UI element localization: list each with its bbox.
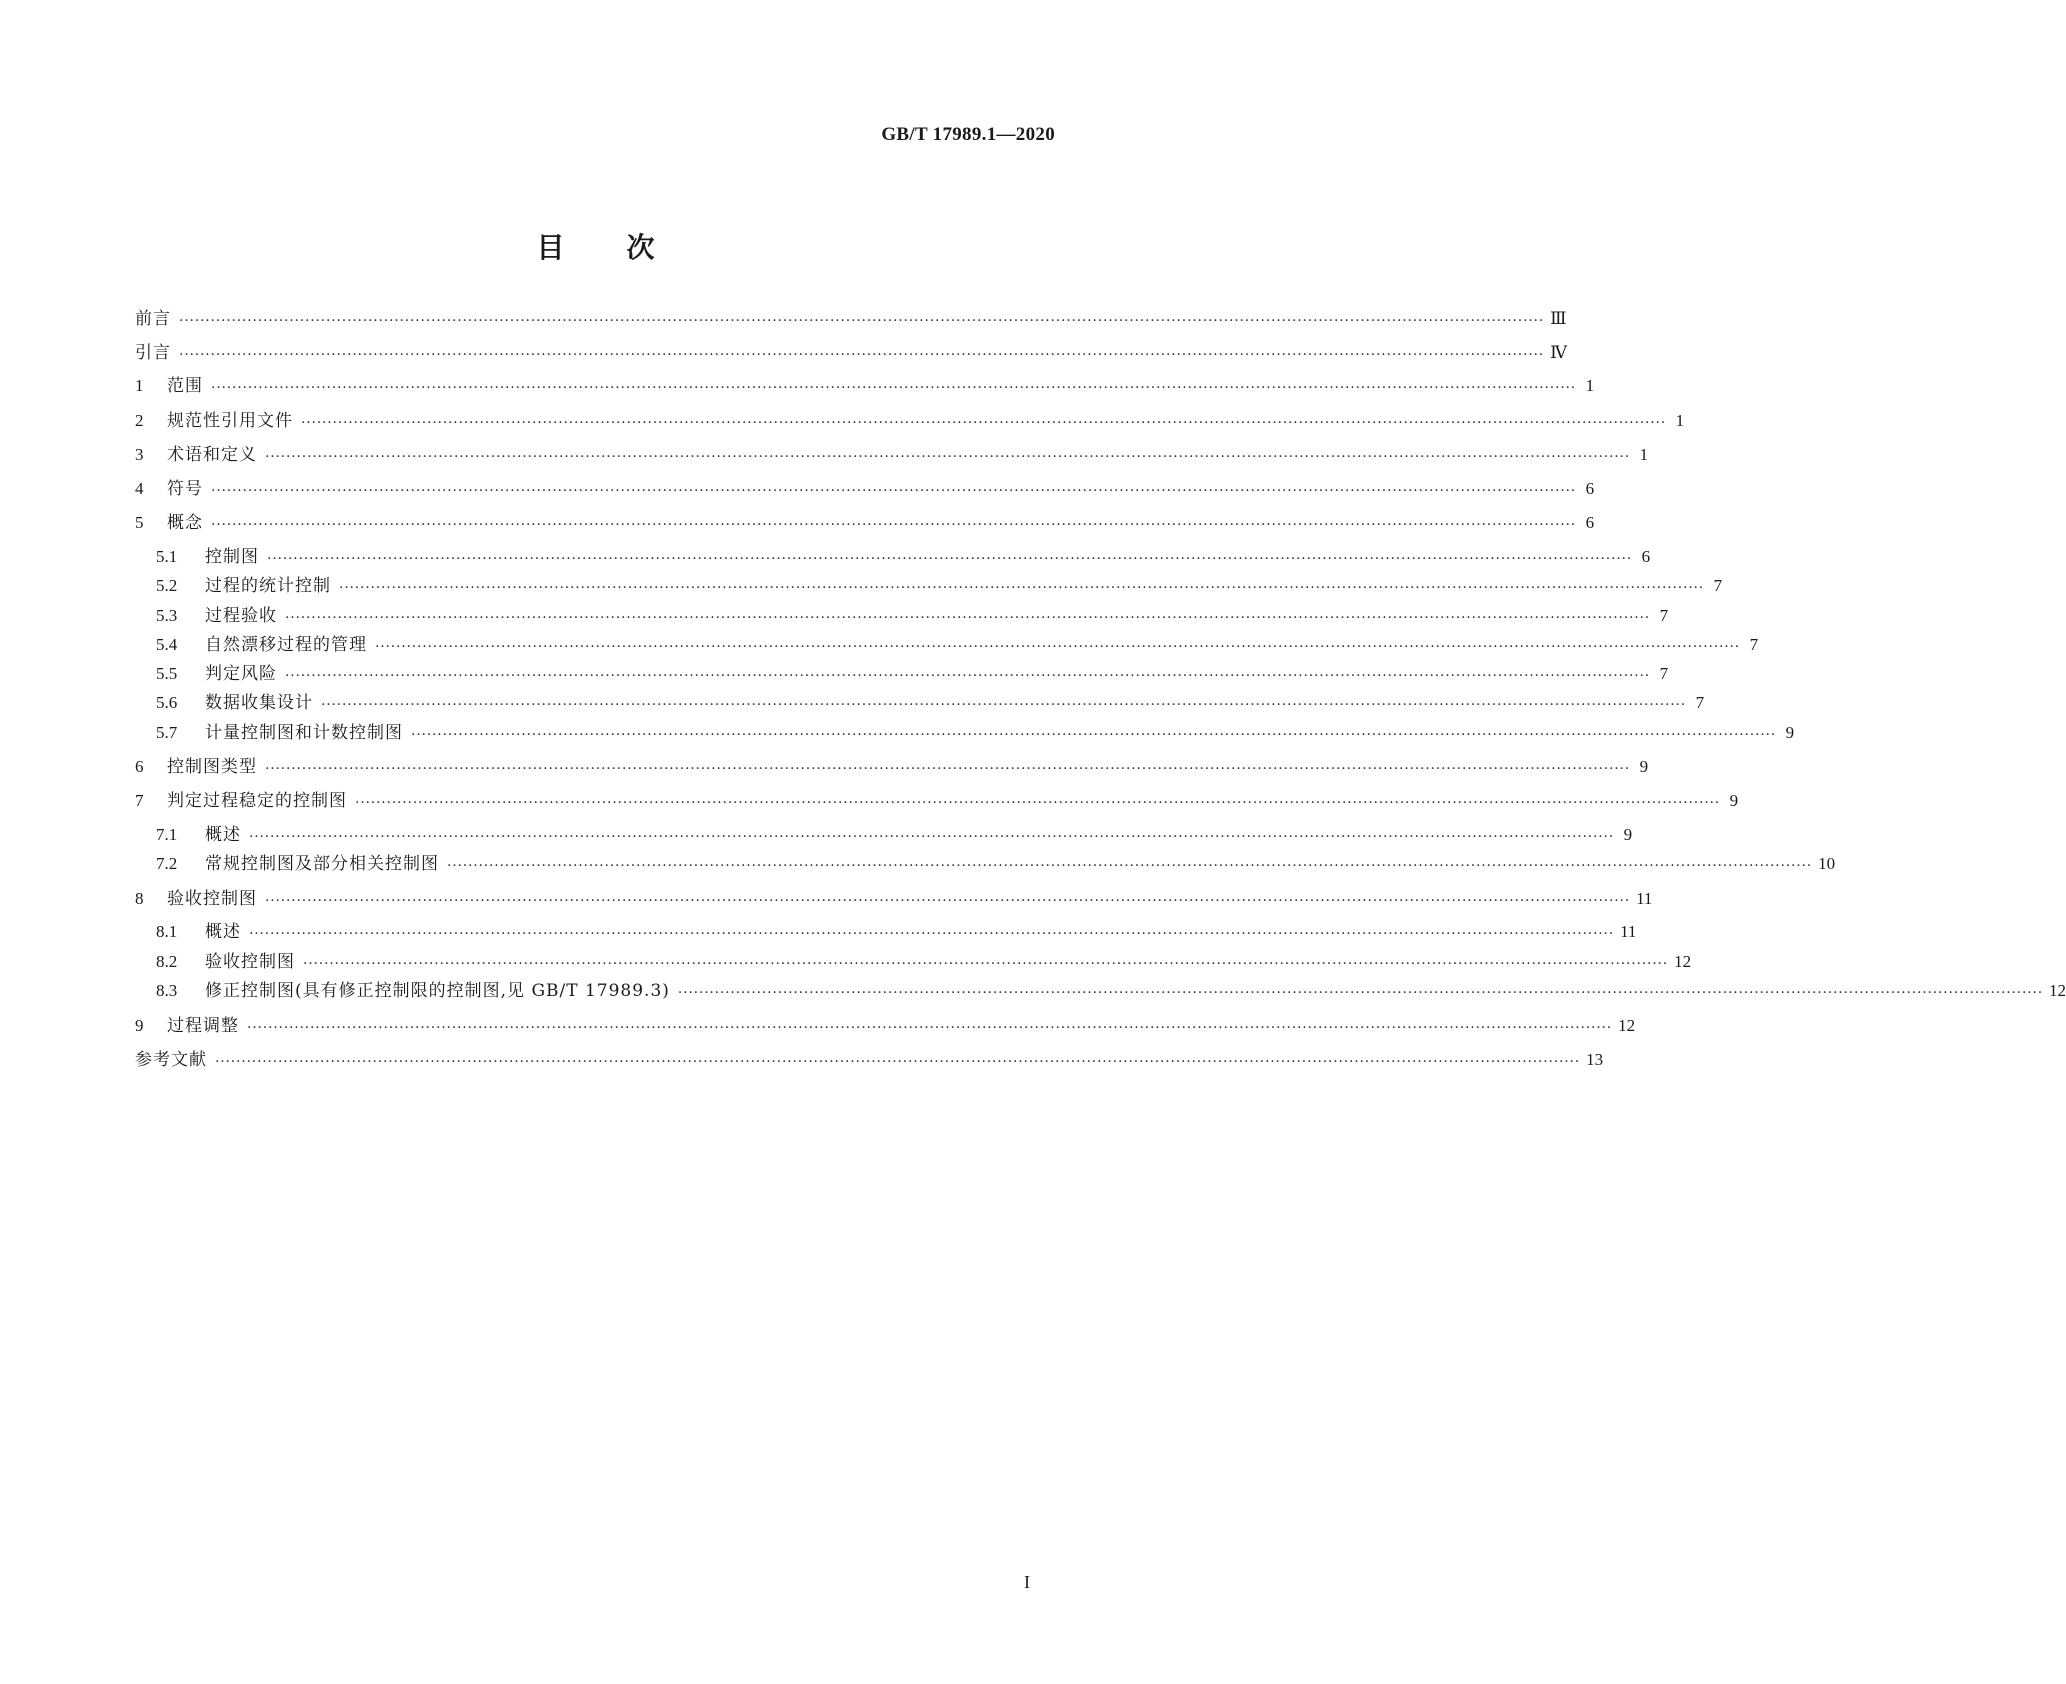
toc-entry[interactable] xyxy=(156,633,1759,657)
toc-entry[interactable] xyxy=(135,307,1567,331)
toc-entry[interactable] xyxy=(135,374,1595,398)
dot-leader: ···································································································································································································································································· xyxy=(211,380,1577,396)
toc-entry-label: 自然漂移过程的管理 xyxy=(205,635,367,655)
toc-entry[interactable] xyxy=(156,574,1723,598)
toc-entry[interactable] xyxy=(156,979,2066,1003)
dot-leader: ···································································································································································································································································· xyxy=(249,926,1615,942)
toc-entry-page: 6 xyxy=(1585,479,1595,498)
toc-entry[interactable] xyxy=(156,721,1795,745)
toc-entry-number: 5.1 xyxy=(156,547,178,566)
toc-entry-page: 7 xyxy=(1713,576,1723,595)
dot-leader: ···································································································································································································································································· xyxy=(179,347,1545,363)
toc-entry[interactable] xyxy=(135,1048,1604,1072)
toc-entry-page: 9 xyxy=(1785,723,1795,742)
page-title: 目次 xyxy=(536,231,717,264)
dot-leader: ···································································································································································································································································· xyxy=(355,795,1721,811)
toc-entry-number: 7.2 xyxy=(156,854,178,873)
toc-entry-number: 5.2 xyxy=(156,576,178,595)
toc-entry-label: 验收控制图 xyxy=(167,889,257,909)
toc-entry[interactable] xyxy=(156,545,1651,569)
toc-entry-page: 11 xyxy=(1620,922,1637,941)
toc-entry-page: Ⅳ xyxy=(1550,343,1568,362)
dot-leader: ···································································································································································································································································· xyxy=(411,727,1777,743)
toc-entry-label: 控制图类型 xyxy=(167,757,257,777)
dot-leader: ···································································································································································································································································· xyxy=(247,1020,1613,1036)
dot-leader: ···································································································································································································································································· xyxy=(375,639,1741,655)
dot-leader: ···································································································································································································································································· xyxy=(211,483,1577,499)
toc-entry-page: 9 xyxy=(1623,825,1633,844)
toc-entry-label: 判定风险 xyxy=(205,664,277,684)
toc-entry-number: 8 xyxy=(135,889,144,908)
toc-entry-label: 过程验收 xyxy=(205,606,277,626)
toc-entry[interactable] xyxy=(135,1014,1636,1038)
toc-entry-label: 计量控制图和计数控制图 xyxy=(205,723,403,743)
toc-entry-page: 6 xyxy=(1641,547,1651,566)
toc-entry-number: 5.5 xyxy=(156,664,178,683)
dot-leader: ···································································································································································································································································· xyxy=(265,449,1631,465)
toc-entry-label: 范围 xyxy=(167,376,203,396)
dot-leader: ···································································································································································································································································· xyxy=(265,893,1631,909)
toc-entry[interactable] xyxy=(135,409,1685,433)
dot-leader: ···································································································································································································································································· xyxy=(301,415,1667,431)
toc-entry-label: 参考文献 xyxy=(135,1050,207,1070)
toc-entry-number: 8.2 xyxy=(156,952,178,971)
dot-leader: ···································································································································································································································································· xyxy=(447,858,1813,874)
toc-entry-number: 8.1 xyxy=(156,922,178,941)
toc-entry[interactable] xyxy=(156,662,1669,686)
toc-entry-number: 7 xyxy=(135,791,144,810)
toc-entry[interactable] xyxy=(156,691,1705,715)
toc-entry[interactable] xyxy=(156,823,1633,847)
toc-entry-page: 7 xyxy=(1659,606,1669,625)
toc-entry-number: 5.7 xyxy=(156,723,178,742)
toc-entry-page: Ⅲ xyxy=(1550,309,1567,328)
toc-entry[interactable] xyxy=(156,920,1637,944)
dot-leader: ···································································································································································································································································· xyxy=(677,985,2043,1001)
toc-entry-page: 7 xyxy=(1659,664,1669,683)
dot-leader: ···································································································································································································································································· xyxy=(215,1054,1581,1070)
toc-entry-page: 11 xyxy=(1636,889,1653,908)
toc-entry[interactable] xyxy=(135,887,1653,911)
toc-entry[interactable] xyxy=(135,443,1649,467)
toc-entry-page: 7 xyxy=(1695,693,1705,712)
toc-entry-number: 5.3 xyxy=(156,606,178,625)
toc-entry-label: 前言 xyxy=(135,309,171,329)
dot-leader: ···································································································································································································································································· xyxy=(303,956,1669,972)
toc-entry-number: 8.3 xyxy=(156,981,178,1000)
toc-entry[interactable] xyxy=(156,604,1669,628)
toc-entry-number: 9 xyxy=(135,1016,144,1035)
toc-entry-label: 术语和定义 xyxy=(167,445,257,465)
toc-entry-page: 7 xyxy=(1749,635,1759,654)
toc-entry-label: 过程的统计控制 xyxy=(205,576,331,596)
page-number: I xyxy=(1024,1572,1030,1592)
toc-entry-label: 概述 xyxy=(205,922,241,942)
dot-leader: ···································································································································································································································································· xyxy=(211,517,1577,533)
toc-entry-label: 修正控制图(具有修正控制限的控制图,见 GB/T 17989.3) xyxy=(205,981,670,1001)
toc-entry-page: 1 xyxy=(1639,445,1649,464)
toc-entry-number: 7.1 xyxy=(156,825,178,844)
dot-leader: ···································································································································································································································································· xyxy=(321,697,1687,713)
toc-entry-page: 6 xyxy=(1585,513,1595,532)
toc-entry-label: 验收控制图 xyxy=(205,952,295,972)
toc-entry-page: 10 xyxy=(1818,854,1836,873)
toc-entry-number: 5.4 xyxy=(156,635,178,654)
toc-entry[interactable] xyxy=(135,341,1568,365)
toc-entry-page: 9 xyxy=(1639,757,1649,776)
dot-leader: ···································································································································································································································································· xyxy=(265,761,1631,777)
dot-leader: ···································································································································································································································································· xyxy=(249,829,1615,845)
toc-entry-page: 12 xyxy=(2048,981,2066,1000)
toc-entry-label: 控制图 xyxy=(205,547,259,567)
toc-entry[interactable] xyxy=(135,789,1739,813)
toc-entry-page: 13 xyxy=(1586,1050,1604,1069)
toc-entry-label: 常规控制图及部分相关控制图 xyxy=(205,854,439,874)
dot-leader: ···································································································································································································································································· xyxy=(285,610,1651,626)
dot-leader: ···································································································································································································································································· xyxy=(267,551,1633,567)
toc-entry[interactable] xyxy=(135,755,1649,779)
toc-entry-label: 规范性引用文件 xyxy=(167,411,293,431)
standard-code: GB/T 17989.1—2020 xyxy=(881,124,1055,145)
toc-entry-page: 1 xyxy=(1675,411,1685,430)
toc-entry-page: 12 xyxy=(1618,1016,1636,1035)
toc-entry-label: 数据收集设计 xyxy=(205,693,313,713)
toc-entry-number: 2 xyxy=(135,411,144,430)
toc-entry-label: 概述 xyxy=(205,825,241,845)
toc-entry-label: 概念 xyxy=(167,513,203,533)
toc-entry-number: 5.6 xyxy=(156,693,178,712)
toc-entry-label: 符号 xyxy=(167,479,203,499)
dot-leader: ···································································································································································································································································· xyxy=(339,580,1705,596)
toc-entry-label: 引言 xyxy=(135,343,171,363)
toc-entry-number: 3 xyxy=(135,445,144,464)
toc-entry-number: 1 xyxy=(135,376,144,395)
toc-entry[interactable] xyxy=(156,852,1836,876)
dot-leader: ···································································································································································································································································· xyxy=(285,668,1651,684)
dot-leader: ···································································································································································································································································· xyxy=(179,313,1545,329)
toc-entry-label: 过程调整 xyxy=(167,1016,239,1036)
toc-entry-page: 1 xyxy=(1585,376,1595,395)
toc-entry-label: 判定过程稳定的控制图 xyxy=(167,791,347,811)
toc-entry[interactable] xyxy=(135,477,1595,501)
toc-entry[interactable] xyxy=(156,950,1692,974)
toc-entry-number: 5 xyxy=(135,513,144,532)
toc-entry-number: 6 xyxy=(135,757,144,776)
toc-entry-page: 12 xyxy=(1674,952,1692,971)
toc-entry[interactable] xyxy=(135,511,1595,535)
toc-entry-number: 4 xyxy=(135,479,144,498)
toc-entry-page: 9 xyxy=(1729,791,1739,810)
